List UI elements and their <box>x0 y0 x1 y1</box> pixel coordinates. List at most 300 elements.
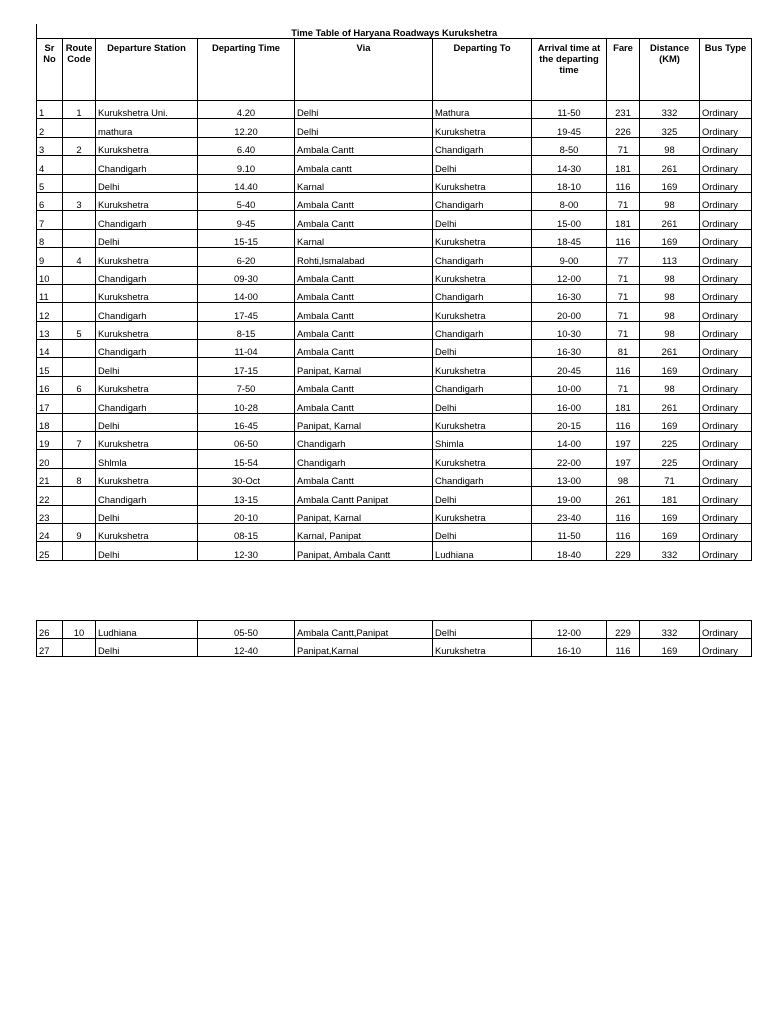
cell-arrival-time: 20-00 <box>532 303 607 321</box>
cell-sr-no: 18 <box>37 413 63 431</box>
cell-fare: 71 <box>607 303 640 321</box>
cell-bus-type: Ordinary <box>700 156 752 174</box>
cell-departing-time: 15-15 <box>198 229 295 247</box>
cell-distance: 169 <box>640 505 700 523</box>
cell-departing-to: Delhi <box>433 211 532 229</box>
table-row <box>37 340 752 358</box>
cell-departure-station: Chandigarh <box>96 487 198 505</box>
cell-bus-type: Ordinary <box>700 413 752 431</box>
cell-via: Ambala Cantt <box>295 303 433 321</box>
cell-route-code <box>63 542 96 560</box>
cell-route-code <box>63 487 96 505</box>
header-via: Via <box>295 39 433 101</box>
cell-departure-station: Chandigarh <box>96 156 198 174</box>
cell-departing-time: 6-20 <box>198 248 295 266</box>
cell-sr-no: 3 <box>37 137 63 155</box>
cell-departing-to: Chandigarh <box>433 284 532 302</box>
cell-distance: 98 <box>640 284 700 302</box>
table-row <box>37 101 752 119</box>
cell-arrival-time: 14-30 <box>532 156 607 174</box>
cell-distance: 261 <box>640 156 700 174</box>
cell-via: Ambala Cantt Panipat <box>295 487 433 505</box>
cell-bus-type: Ordinary <box>700 432 752 450</box>
cell-sr-no: 15 <box>37 358 63 376</box>
cell-departing-time: 4.20 <box>198 101 295 119</box>
cell-departing-to: Chandigarh <box>433 248 532 266</box>
cell-route-code: 2 <box>63 137 96 155</box>
cell-sr-no: 21 <box>37 468 63 486</box>
cell-departing-to: Shimla <box>433 432 532 450</box>
cell-arrival-time: 14-00 <box>532 432 607 450</box>
header-route-code: Route Code <box>63 39 96 101</box>
cell-distance: 169 <box>640 174 700 192</box>
cell-route-code: 3 <box>63 192 96 210</box>
cell-fare: 71 <box>607 284 640 302</box>
cell-departing-time: 17-45 <box>198 303 295 321</box>
cell-bus-type: Ordinary <box>700 137 752 155</box>
cell-route-code <box>63 174 96 192</box>
table-row <box>37 395 752 413</box>
cell-via: Panipat,Karnal <box>295 639 433 657</box>
cell-via: Ambala cantt <box>295 156 433 174</box>
cell-departing-time: 16-45 <box>198 413 295 431</box>
cell-departing-to: Chandigarh <box>433 376 532 394</box>
cell-distance: 169 <box>640 639 700 657</box>
cell-departure-station: Chandigarh <box>96 303 198 321</box>
cell-departure-station: Shlmla <box>96 450 198 468</box>
cell-route-code: 1 <box>63 101 96 119</box>
cell-distance: 169 <box>640 229 700 247</box>
cell-departure-station: Kurukshetra <box>96 284 198 302</box>
cell-departing-to: Chandigarh <box>433 137 532 155</box>
cell-via: Ambala Cantt <box>295 340 433 358</box>
cell-departing-time: 14-00 <box>198 284 295 302</box>
cell-bus-type: Ordinary <box>700 505 752 523</box>
cell-sr-no: 23 <box>37 505 63 523</box>
table-row <box>37 137 752 155</box>
cell-distance: 332 <box>640 101 700 119</box>
cell-distance: 169 <box>640 413 700 431</box>
cell-sr-no: 19 <box>37 432 63 450</box>
table-row <box>37 174 752 192</box>
cell-bus-type: Ordinary <box>700 487 752 505</box>
cell-arrival-time: 10-00 <box>532 376 607 394</box>
cell-fare: 261 <box>607 487 640 505</box>
cell-departure-station: Delhi <box>96 358 198 376</box>
cell-bus-type: Ordinary <box>700 542 752 560</box>
cell-arrival-time: 15-00 <box>532 211 607 229</box>
cell-route-code <box>63 119 96 137</box>
cell-sr-no: 20 <box>37 450 63 468</box>
cell-bus-type: Ordinary <box>700 395 752 413</box>
cell-departing-time: 11-04 <box>198 340 295 358</box>
cell-departing-time: 12-30 <box>198 542 295 560</box>
cell-departure-station: Kurukshetra <box>96 137 198 155</box>
cell-departing-to: Chandigarh <box>433 321 532 339</box>
table-row <box>37 321 752 339</box>
cell-arrival-time: 19-45 <box>532 119 607 137</box>
cell-departing-to: Chandigarh <box>433 468 532 486</box>
cell-via: Ambala Cantt,Panipat <box>295 621 433 639</box>
cell-departing-time: 8-15 <box>198 321 295 339</box>
cell-distance: 225 <box>640 450 700 468</box>
header-departing-to: Departing To <box>433 39 532 101</box>
cell-departing-time: 09-30 <box>198 266 295 284</box>
cell-fare: 231 <box>607 101 640 119</box>
cell-sr-no: 2 <box>37 119 63 137</box>
cell-departure-station: Delhi <box>96 505 198 523</box>
cell-distance: 98 <box>640 376 700 394</box>
cell-bus-type: Ordinary <box>700 248 752 266</box>
cell-sr-no: 27 <box>37 639 63 657</box>
cell-route-code: 8 <box>63 468 96 486</box>
table-row <box>37 376 752 394</box>
cell-route-code <box>63 229 96 247</box>
table-row <box>37 266 752 284</box>
cell-departing-to: Chandigarh <box>433 192 532 210</box>
cell-arrival-time: 16-00 <box>532 395 607 413</box>
cell-fare: 71 <box>607 192 640 210</box>
cell-via: Chandigarh <box>295 450 433 468</box>
table-row <box>37 487 752 505</box>
cell-departure-station: Kurukshetra <box>96 192 198 210</box>
cell-departing-time: 13-15 <box>198 487 295 505</box>
cell-via: Karnal <box>295 174 433 192</box>
cell-departing-time: 20-10 <box>198 505 295 523</box>
cell-route-code <box>63 303 96 321</box>
cell-departure-station: Delhi <box>96 174 198 192</box>
cell-distance: 98 <box>640 303 700 321</box>
table-row <box>37 450 752 468</box>
cell-route-code <box>63 358 96 376</box>
cell-route-code <box>63 211 96 229</box>
cell-departing-time: 9.10 <box>198 156 295 174</box>
table-row <box>37 119 752 137</box>
cell-route-code <box>63 413 96 431</box>
cell-bus-type: Ordinary <box>700 450 752 468</box>
cell-distance: 181 <box>640 487 700 505</box>
cell-departing-time: 9-45 <box>198 211 295 229</box>
cell-departing-time: 14.40 <box>198 174 295 192</box>
cell-route-code <box>63 266 96 284</box>
cell-via: Panipat, Karnal <box>295 413 433 431</box>
cell-departing-to: Delhi <box>433 621 532 639</box>
cell-fare: 71 <box>607 376 640 394</box>
cell-sr-no: 12 <box>37 303 63 321</box>
cell-sr-no: 1 <box>37 101 63 119</box>
cell-departure-station: Chandigarh <box>96 395 198 413</box>
cell-sr-no: 13 <box>37 321 63 339</box>
cell-bus-type: Ordinary <box>700 211 752 229</box>
cell-distance: 332 <box>640 621 700 639</box>
cell-bus-type: Ordinary <box>700 639 752 657</box>
cell-distance: 71 <box>640 468 700 486</box>
cell-departing-to: Delhi <box>433 395 532 413</box>
cell-route-code <box>63 340 96 358</box>
cell-via: Ambala Cantt <box>295 192 433 210</box>
cell-arrival-time: 8-50 <box>532 137 607 155</box>
cell-via: Ambala Cantt <box>295 468 433 486</box>
cell-sr-no: 11 <box>37 284 63 302</box>
cell-fare: 116 <box>607 505 640 523</box>
cell-route-code <box>63 395 96 413</box>
cell-departing-to: Kurukshetra <box>433 229 532 247</box>
table-row <box>37 468 752 486</box>
cell-distance: 169 <box>640 523 700 541</box>
cell-departing-to: Kurukshetra <box>433 119 532 137</box>
cell-arrival-time: 10-30 <box>532 321 607 339</box>
cell-departure-station: Ludhiana <box>96 621 198 639</box>
cell-distance: 98 <box>640 192 700 210</box>
cell-departing-to: Kurukshetra <box>433 413 532 431</box>
cell-fare: 116 <box>607 413 640 431</box>
cell-departure-station: Delhi <box>96 229 198 247</box>
cell-distance: 261 <box>640 395 700 413</box>
cell-fare: 181 <box>607 395 640 413</box>
cell-departing-to: Mathura <box>433 101 532 119</box>
cell-fare: 98 <box>607 468 640 486</box>
cell-via: Ambala Cantt <box>295 211 433 229</box>
cell-departing-time: 15-54 <box>198 450 295 468</box>
cell-fare: 197 <box>607 450 640 468</box>
cell-fare: 116 <box>607 639 640 657</box>
cell-route-code: 4 <box>63 248 96 266</box>
cell-bus-type: Ordinary <box>700 119 752 137</box>
cell-bus-type: Ordinary <box>700 376 752 394</box>
cell-departure-station: Kurukshetra <box>96 468 198 486</box>
table-row <box>37 413 752 431</box>
cell-departing-time: 7-50 <box>198 376 295 394</box>
cell-departure-station: Delhi <box>96 542 198 560</box>
cell-bus-type: Ordinary <box>700 174 752 192</box>
cell-via: Ambala Cantt <box>295 266 433 284</box>
cell-fare: 226 <box>607 119 640 137</box>
cell-departure-station: Kurukshetra <box>96 432 198 450</box>
cell-distance: 113 <box>640 248 700 266</box>
table-row <box>37 639 752 657</box>
cell-departure-station: Kurukshetra Uni. <box>96 101 198 119</box>
header-distance: Distance (KM) <box>640 39 700 101</box>
cell-via: Ambala Cantt <box>295 321 433 339</box>
timetable-body <box>37 101 752 561</box>
cell-sr-no: 4 <box>37 156 63 174</box>
cell-distance: 325 <box>640 119 700 137</box>
timetable <box>36 24 752 561</box>
cell-sr-no: 8 <box>37 229 63 247</box>
timetable-continued <box>36 620 752 657</box>
cell-sr-no: 10 <box>37 266 63 284</box>
cell-bus-type: Ordinary <box>700 284 752 302</box>
cell-route-code: 9 <box>63 523 96 541</box>
cell-bus-type: Ordinary <box>700 321 752 339</box>
cell-departing-to: Delhi <box>433 156 532 174</box>
cell-via: Delhi <box>295 101 433 119</box>
cell-sr-no: 26 <box>37 621 63 639</box>
cell-distance: 332 <box>640 542 700 560</box>
cell-fare: 71 <box>607 137 640 155</box>
cell-fare: 116 <box>607 523 640 541</box>
cell-route-code: 6 <box>63 376 96 394</box>
table-row <box>37 248 752 266</box>
cell-arrival-time: 18-40 <box>532 542 607 560</box>
cell-via: Panipat, Karnal <box>295 505 433 523</box>
cell-distance: 98 <box>640 321 700 339</box>
cell-departing-time: 12.20 <box>198 119 295 137</box>
cell-departure-station: Kurukshetra <box>96 321 198 339</box>
cell-sr-no: 24 <box>37 523 63 541</box>
cell-departing-to: Kurukshetra <box>433 266 532 284</box>
cell-sr-no: 9 <box>37 248 63 266</box>
table-row <box>37 621 752 639</box>
cell-distance: 98 <box>640 266 700 284</box>
header-bus-type: Bus Type <box>700 39 752 101</box>
cell-bus-type: Ordinary <box>700 468 752 486</box>
cell-route-code <box>63 639 96 657</box>
cell-arrival-time: 16-30 <box>532 284 607 302</box>
cell-sr-no: 16 <box>37 376 63 394</box>
cell-departing-to: Kurukshetra <box>433 450 532 468</box>
cell-departure-station: Chandigarh <box>96 266 198 284</box>
cell-departing-time: 08-15 <box>198 523 295 541</box>
cell-departing-time: 06-50 <box>198 432 295 450</box>
cell-departure-station: Kurukshetra <box>96 523 198 541</box>
cell-departing-time: 10-28 <box>198 395 295 413</box>
cell-fare: 116 <box>607 229 640 247</box>
cell-departing-to: Kurukshetra <box>433 639 532 657</box>
cell-distance: 261 <box>640 211 700 229</box>
cell-departing-time: 17-15 <box>198 358 295 376</box>
cell-via: Rohti,Ismalabad <box>295 248 433 266</box>
cell-distance: 169 <box>640 358 700 376</box>
cell-arrival-time: 12-00 <box>532 621 607 639</box>
cell-route-code <box>63 284 96 302</box>
cell-fare: 71 <box>607 266 640 284</box>
cell-route-code: 5 <box>63 321 96 339</box>
table-row <box>37 303 752 321</box>
cell-sr-no: 6 <box>37 192 63 210</box>
cell-departing-time: 6.40 <box>198 137 295 155</box>
cell-via: Panipat, Ambala Cantt <box>295 542 433 560</box>
cell-via: Ambala Cantt <box>295 284 433 302</box>
cell-departure-station: Kurukshetra <box>96 376 198 394</box>
cell-departure-station: Delhi <box>96 639 198 657</box>
cell-fare: 181 <box>607 211 640 229</box>
cell-departing-to: Delhi <box>433 340 532 358</box>
header-arrival-time: Arrival time at the departing time <box>532 39 607 101</box>
cell-arrival-time: 23-40 <box>532 505 607 523</box>
table-row <box>37 542 752 560</box>
cell-fare: 71 <box>607 321 640 339</box>
cell-bus-type: Ordinary <box>700 303 752 321</box>
cell-departing-time: 30-Oct <box>198 468 295 486</box>
cell-departure-station: Chandigarh <box>96 211 198 229</box>
cell-bus-type: Ordinary <box>700 266 752 284</box>
cell-departing-to: Kurukshetra <box>433 303 532 321</box>
table-row <box>37 358 752 376</box>
cell-via: Karnal, Panipat <box>295 523 433 541</box>
cell-departing-to: Kurukshetra <box>433 505 532 523</box>
cell-bus-type: Ordinary <box>700 340 752 358</box>
header-sr-no: Sr No <box>37 39 63 101</box>
header-departing-time: Departing Time <box>198 39 295 101</box>
table-row <box>37 432 752 450</box>
cell-via: Karnal <box>295 229 433 247</box>
cell-distance: 98 <box>640 137 700 155</box>
cell-arrival-time: 9-00 <box>532 248 607 266</box>
cell-departing-to: Kurukshetra <box>433 174 532 192</box>
cell-fare: 197 <box>607 432 640 450</box>
cell-fare: 229 <box>607 621 640 639</box>
table-row <box>37 229 752 247</box>
cell-bus-type: Ordinary <box>700 621 752 639</box>
cell-route-code <box>63 505 96 523</box>
cell-sr-no: 7 <box>37 211 63 229</box>
table-title: Time Table of Haryana Roadways Kurukshetra <box>37 24 752 39</box>
table-row <box>37 211 752 229</box>
cell-sr-no: 17 <box>37 395 63 413</box>
cell-arrival-time: 12-00 <box>532 266 607 284</box>
cell-sr-no: 22 <box>37 487 63 505</box>
cell-arrival-time: 8-00 <box>532 192 607 210</box>
cell-sr-no: 5 <box>37 174 63 192</box>
cell-departing-to: Kurukshetra <box>433 358 532 376</box>
cell-arrival-time: 11-50 <box>532 523 607 541</box>
cell-bus-type: Ordinary <box>700 358 752 376</box>
cell-bus-type: Ordinary <box>700 101 752 119</box>
header-departure-station: Departure Station <box>96 39 198 101</box>
table-row <box>37 523 752 541</box>
cell-via: Ambala Cantt <box>295 137 433 155</box>
cell-fare: 116 <box>607 174 640 192</box>
cell-departure-station: mathura <box>96 119 198 137</box>
cell-distance: 261 <box>640 340 700 358</box>
cell-bus-type: Ordinary <box>700 229 752 247</box>
table-row <box>37 505 752 523</box>
table-row <box>37 156 752 174</box>
cell-fare: 229 <box>607 542 640 560</box>
cell-arrival-time: 20-15 <box>532 413 607 431</box>
cell-arrival-time: 11-50 <box>532 101 607 119</box>
cell-bus-type: Ordinary <box>700 523 752 541</box>
cell-departure-station: Delhi <box>96 413 198 431</box>
cell-arrival-time: 16-30 <box>532 340 607 358</box>
cell-departing-to: Delhi <box>433 523 532 541</box>
cell-route-code <box>63 156 96 174</box>
cell-departing-to: Ludhiana <box>433 542 532 560</box>
cell-sr-no: 25 <box>37 542 63 560</box>
header-row <box>37 39 752 101</box>
header-fare: Fare <box>607 39 640 101</box>
cell-arrival-time: 13-00 <box>532 468 607 486</box>
cell-departure-station: Chandigarh <box>96 340 198 358</box>
cell-departing-time: 5-40 <box>198 192 295 210</box>
cell-departing-to: Delhi <box>433 487 532 505</box>
cell-departure-station: Kurukshetra <box>96 248 198 266</box>
cell-via: Chandigarh <box>295 432 433 450</box>
cell-arrival-time: 18-10 <box>532 174 607 192</box>
cell-fare: 116 <box>607 358 640 376</box>
cell-departing-time: 12-40 <box>198 639 295 657</box>
cell-fare: 81 <box>607 340 640 358</box>
cell-distance: 225 <box>640 432 700 450</box>
cell-route-code <box>63 450 96 468</box>
title-row <box>37 24 752 39</box>
cell-arrival-time: 18-45 <box>532 229 607 247</box>
cell-via: Panipat, Karnal <box>295 358 433 376</box>
timetable-continued-body <box>37 621 752 657</box>
cell-fare: 181 <box>607 156 640 174</box>
cell-via: Delhi <box>295 119 433 137</box>
